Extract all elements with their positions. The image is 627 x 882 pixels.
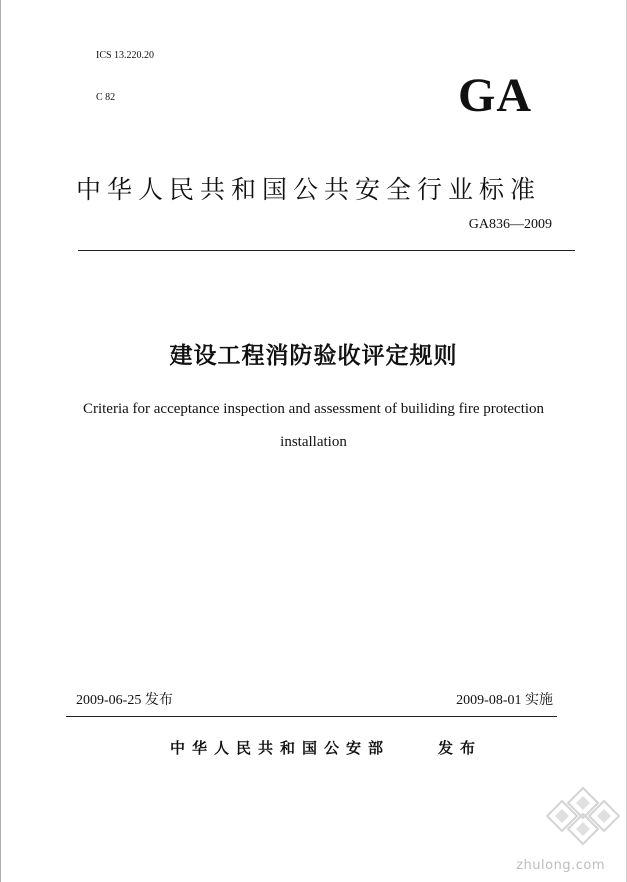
standard-category-title: 中华人民共和国公共安全行业标准: [76, 175, 542, 204]
document-title-en-line2: installation: [280, 434, 347, 450]
release-label: 发布: [438, 739, 483, 757]
ga-logo: GA: [458, 69, 532, 122]
issuing-authority: 中华人民共和国公安部: [170, 739, 391, 757]
document-title-en-line1: Criteria for acceptance inspection and assessment of builiding fire protection: [82, 401, 545, 417]
document-title-cn: 建设工程消防验收评定规则: [169, 343, 458, 369]
issue-date: 2009-06-25 发布: [76, 693, 173, 708]
watermark-text: zhulong.com: [516, 858, 605, 873]
ics-code: ICS 13.220.20: [96, 50, 155, 61]
implementation-date: 2009-08-01 实施: [456, 693, 553, 708]
footer-divider: [66, 716, 557, 717]
classification-code: C 82: [96, 92, 116, 103]
zhulong-logo-icon: [546, 786, 620, 846]
standard-number: GA836—2009: [468, 217, 552, 232]
header-divider: [78, 250, 575, 251]
